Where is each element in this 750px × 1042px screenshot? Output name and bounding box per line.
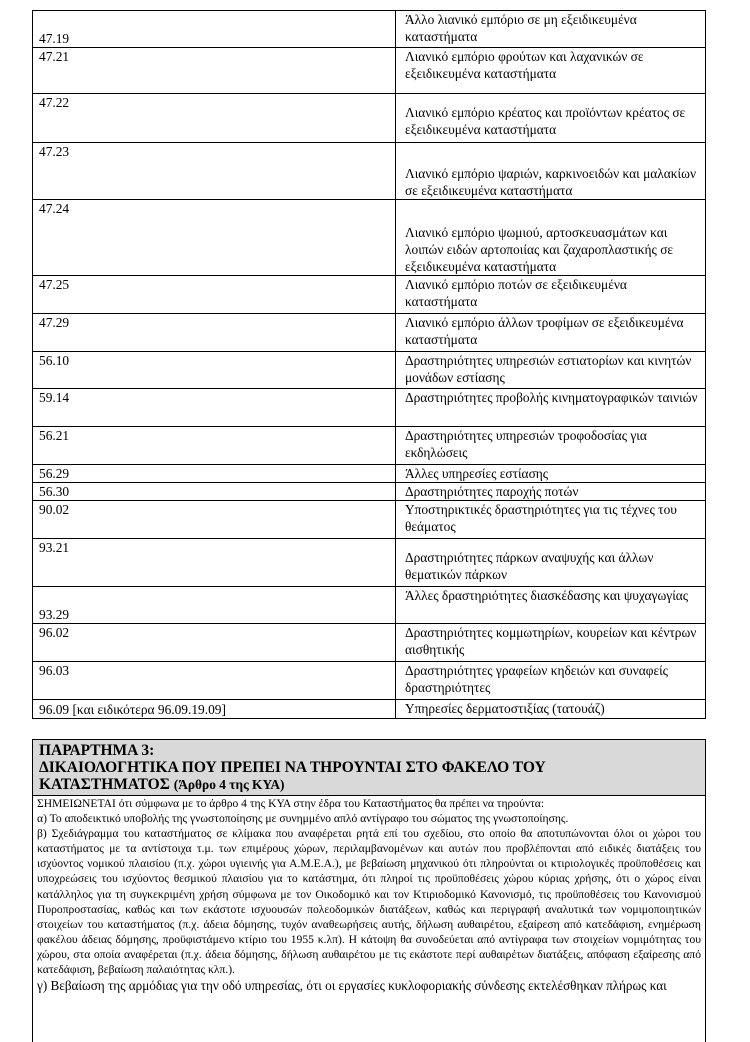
table-row <box>33 539 706 587</box>
annex-subtitle-line2 <box>39 776 699 793</box>
activity-description: Δραστηριότητες κομμωτηρίων, κουρείων και κέντρων αισθητικής <box>396 624 706 662</box>
table-row <box>33 427 706 465</box>
activity-code: 93.21 <box>33 539 396 587</box>
activity-code: 56.30 <box>33 483 396 501</box>
table-row <box>33 587 706 624</box>
annex-subtitle-end: ΚΑΤΑΣΤΗΜΑΤΟΣ <box>39 776 170 793</box>
activity-description: Λιανικό εμπόριο κρέατος και προϊόντων κρέατος σε εξειδικευμένα καταστήματα <box>396 94 706 143</box>
annex-subtitle: ΔΙΚΑΙΟΛΟΓΗΤΙΚΑ ΠΟΥ ΠΡΕΠΕΙ ΝΑ ΤΗΡΟΥΝΤΑΙ ΣΤΟ ΦΑΚΕΛΟ ΤΟΥ <box>39 759 546 776</box>
activity-description: Δραστηριότητες παροχής ποτών <box>396 483 706 501</box>
activity-description: Άλλες υπηρεσίες εστίασης <box>396 465 706 483</box>
activity-code: 56.10 <box>33 352 396 389</box>
activity-code: 47.22 <box>33 94 396 143</box>
table-row <box>33 483 706 501</box>
table-row <box>33 94 706 143</box>
activity-code: 47.23 <box>33 143 396 200</box>
table-row <box>33 200 706 276</box>
activity-code: 96.09 [και ειδικότερα 96.09.19.09] <box>33 700 396 719</box>
annex-note: ΣΗΜΕΙΩΝΕΤΑΙ ότι σύμφωνα με το άρθρο 4 της ΚΥΑ στην έδρα του Καταστήματος θα πρέπει να τηρούντα: <box>37 797 545 810</box>
activity-description: Άλλες δραστηριότητες διασκέδασης και ψυχαγωγίας <box>396 587 706 624</box>
annex-title: ΠΑΡΑΡΤΗΜΑ 3: <box>39 742 155 759</box>
activity-description: Δραστηριότητες προβολής κινηματογραφικών ταινιών <box>396 389 706 427</box>
activity-codes-table <box>32 10 706 719</box>
activity-description: Άλλο λιανικό εμπόριο σε μη εξειδικευμένα καταστήματα <box>396 11 706 48</box>
activity-code: 47.25 <box>33 276 396 314</box>
annex-item-a: α) Το αποδεικτικό υποβολής της γνωστοποίησης με συνημμένο απλό αντίγραφο του σώματος της γνωστοποίησης. <box>37 812 569 826</box>
annex-article-reference: (Άρθρο 4 της ΚΥΑ) <box>173 777 285 792</box>
annex-item-b: β) Σχεδιάγραμμα του καταστήματος σε κλίμακα που αναφέρεται ρητά επί του σχεδίου, στο οποίο θα αποτυπώνονται όλοι οι χώροι του καταστήματος με τα αντίστοιχα τ.μ. των επιμέρους χώρων, περιλαμβανομένων και αυτών που προβλέπονται από ειδικές διατάξεις του ισχύοντος νομικού πλαισίου (π.χ. χώροι υγιεινής για Α.Μ.Ε.Α.), με βεβαίωση μηχανικού ότι πληρούνται οι κτιριολογικές προϋποθέσεις και υποχρεώσεις του ισχύοντος θεσμικού πλαισίου για το κατάστημα, ότι πληροί τις προϋποθέσεις χώρου κύριας χρήσης, ότι ο χώρος είναι κατάλληλος για τη συγκεκριμένη χρήση σύμφωνα με τον Οικοδομικό και τον Κτιριοδομικό Κανονισμό, τις προϋποθέσεις του Κανονισμού Πυροπροστασίας, καθώς και των εκάστοτε ισχυουσών πολεοδομικών διατάξεων, καθώς και περιγραφή αναλυτικά των νομιμοποιητικών στοιχείων του καταστήματος (π.χ. άδεια δόμησης, τυχόν αναθεωρήσεις αυτής, δήλωση αυθαιρέτου, εξαίρεση από κατεδάφιση, ενημέρωση φακέλου άδειας δόμησης, προϋφιστάμενο κτίριο του 1955 κ.λπ). Η κάτοψη θα συνοδεύεται από αντίγραφα των στοιχείων νομιμότητας του χώρου, στα οποία αναφέρεται (π.χ. άδεια δόμησης, δήλωση αυθαιρέτου με τις εκάστοτε περί αυθαιρέτων διατάξεις, απόφαση εξαίρεσης από κατεδάφιση, βεβαίωση παλαιότητας κλπ.). <box>37 827 701 977</box>
table-row <box>33 501 706 539</box>
table-row <box>33 624 706 662</box>
table-row <box>33 11 706 48</box>
activity-code: 56.29 <box>33 465 396 483</box>
activity-code: 93.29 <box>33 587 396 624</box>
table-row <box>33 465 706 483</box>
activity-code: 47.21 <box>33 48 396 94</box>
activity-code: 47.29 <box>33 314 396 352</box>
activity-description: Υπηρεσίες δερματοστιξίας (τατουάζ) <box>396 700 706 719</box>
table-row <box>33 700 706 719</box>
activity-description: Λιανικό εμπόριο ποτών σε εξειδικευμένα καταστήματα <box>396 276 706 314</box>
table-row <box>33 48 706 94</box>
annex-header <box>33 740 705 796</box>
activity-description: Δραστηριότητες υπηρεσιών τροφοδοσίας για εκδηλώσεις <box>396 427 706 465</box>
activity-code: 96.02 <box>33 624 396 662</box>
activity-description: Δραστηριότητες υπηρεσιών εστιατορίων και κινητών μονάδων εστίασης <box>396 352 706 389</box>
table-row <box>33 352 706 389</box>
annex-item-c: γ) Βεβαίωση της αρμόδιας για την οδό υπηρεσίας, ότι οι εργασίες κυκλοφοριακής σύνδεσης εκτελέσθηκαν πλήρως και <box>37 978 667 994</box>
table-row <box>33 389 706 427</box>
activity-code: 96.03 <box>33 662 396 700</box>
table-row <box>33 143 706 200</box>
activity-description: Λιανικό εμπόριο ψωμιού, αρτοσκευασμάτων και λοιπών ειδών αρτοποιίας και ζαχαροπλαστικής σε εξειδικευμένα καταστήματα <box>396 200 706 276</box>
annex-3-box <box>32 739 706 1042</box>
annex-body <box>33 796 705 995</box>
activity-code: 47.19 <box>33 11 396 48</box>
activity-code: 47.24 <box>33 200 396 276</box>
activity-description: Δραστηριότητες γραφείων κηδειών και συναφείς δραστηριότητες <box>396 662 706 700</box>
table-row <box>33 314 706 352</box>
activity-description: Λιανικό εμπόριο φρούτων και λαχανικών σε εξειδικευμένα καταστήματα <box>396 48 706 94</box>
activity-description: Λιανικό εμπόριο ψαριών, καρκινοειδών και μαλακίων σε εξειδικευμένα καταστήματα <box>396 143 706 200</box>
activity-description: Δραστηριότητες πάρκων αναψυχής και άλλων θεματικών πάρκων <box>396 539 706 587</box>
activity-description: Υποστηρικτικές δραστηριότητες για τις τέχνες του θεάματος <box>396 501 706 539</box>
table-row <box>33 662 706 700</box>
activity-code: 59.14 <box>33 389 396 427</box>
activity-description: Λιανικό εμπόριο άλλων τροφίμων σε εξειδικευμένα καταστήματα <box>396 314 706 352</box>
activity-code: 56.21 <box>33 427 396 465</box>
table-row <box>33 276 706 314</box>
activity-code: 90.02 <box>33 501 396 539</box>
